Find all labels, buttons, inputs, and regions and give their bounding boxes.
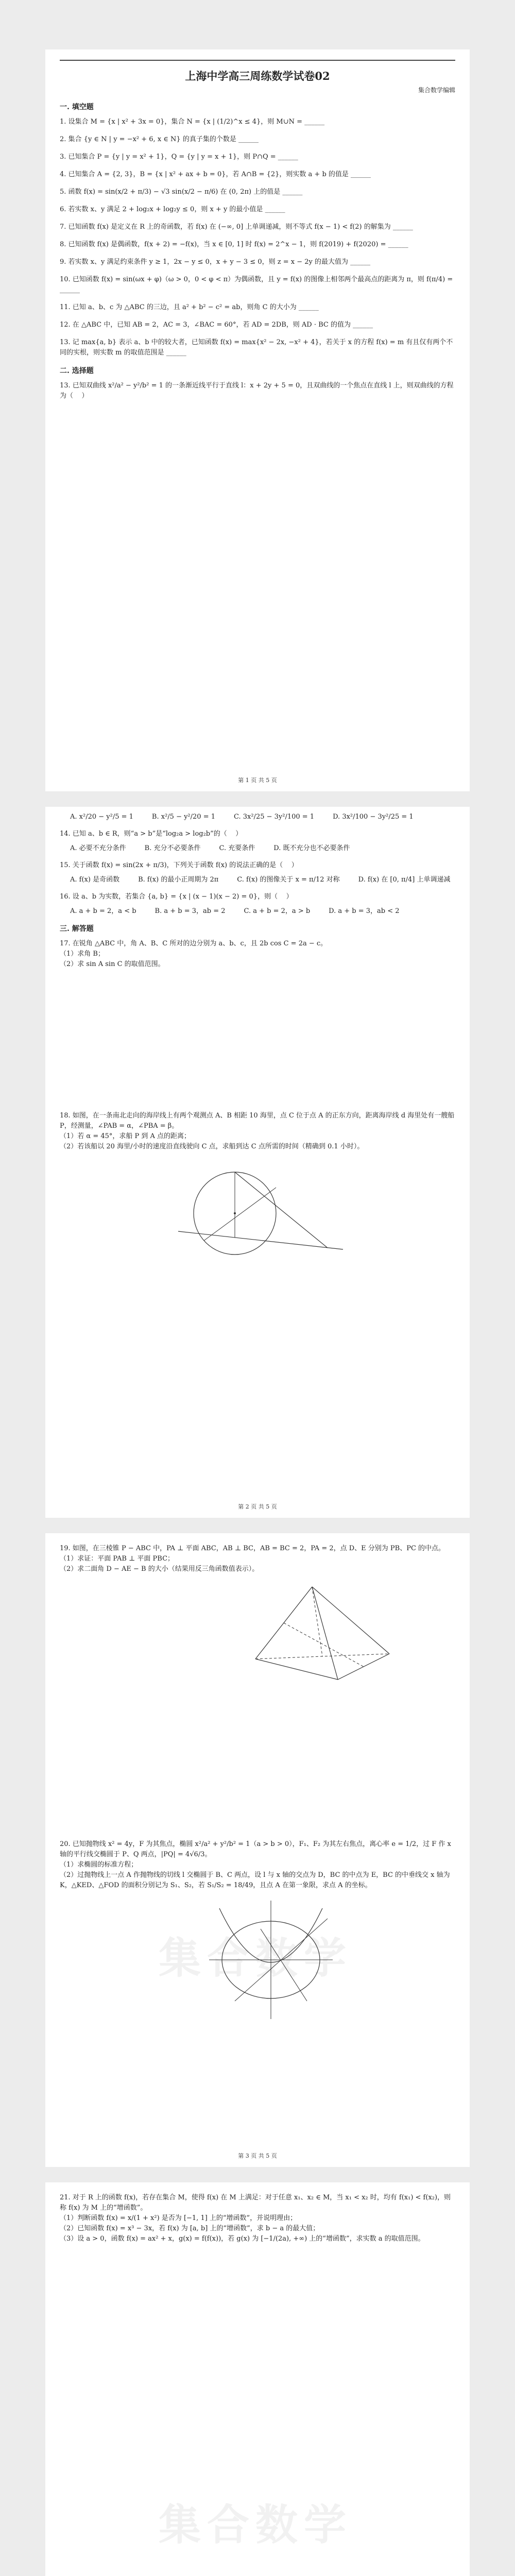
question-3: 3. 已知集合 P = {y | y = x² + 1}，Q = {y | y = x + 1}，则 P∩Q = ______: [60, 153, 298, 161]
option-c: C. a + b = 2，a > b: [244, 907, 311, 915]
question-5: 5. 函数 f(x) = sin(x/2 + π/3) − √3 sin(x/2 − π/6) 在 (0, 2π) 上的值是 ______: [60, 188, 303, 196]
question-12: 12. 在 △ABC 中，已知 AB = 2，AC = 3，∠BAC = 60°，若 AD = 2DB，则 AD · BC 的值为 ______: [60, 321, 373, 329]
question-9: 9. 若实数 x、y 满足约束条件 y ≥ 1，2x − y ≤ 0，x + y − 3 ≤ 0，则 z = x − 2y 的最大值为 ______: [60, 258, 371, 266]
exam-page-2: [45, 807, 470, 1518]
question-11: 11. 已知 a、b、c 为 △ABC 的三边，且 a² + b² − c² = ab，则角 C 的大小为 ______: [60, 303, 319, 311]
option-c: C. 3x²/25 − 3y²/100 = 1: [234, 813, 315, 821]
exam-author: 集合数学编辑: [418, 87, 455, 94]
option-b: B. f(x) 的最小正周期为 2π: [138, 876, 219, 884]
question-18: 17. 在锐角 △ABC 中，角 A、B、C 所对的边分别为 a、b、c，且 2b cos C = 2a − c。 （1）求角 B； （2）求 sin A sin C 的取值范围。: [60, 940, 328, 968]
page-number: 第 3 页 共 5 页: [238, 2153, 277, 2159]
exam-page-4: [45, 2182, 470, 2576]
section-choice: 二. 选择题: [60, 367, 94, 375]
option-a: A. x²/20 − y²/5 = 1: [70, 813, 133, 821]
section-fill-in: 一. 填空题: [60, 103, 94, 111]
question-17: 16. 设 a、b 为实数，若集合 {a, b} = {x | (x − 1)(x − 2) = 0}，则（ ）: [60, 893, 293, 901]
question-14: 13. 已知双曲线 x²/a² − y²/b² = 1 的一条渐近线平行于直线 l：x + 2y + 5 = 0，且双曲线的一个焦点在直线 l 上，则双曲线的方程为（ ）: [60, 382, 454, 400]
exam-page-3: [45, 1533, 470, 2167]
ellipse-figure: [204, 1898, 338, 2022]
option-c: C. f(x) 的图像关于 x = π/12 对称: [237, 876, 340, 884]
option-a: A. f(x) 是奇函数: [70, 876, 120, 884]
circle-figure: [173, 1159, 348, 1267]
options-row: [70, 905, 455, 915]
option-c: C. 充要条件: [219, 844, 255, 852]
answer-space: [60, 977, 455, 1111]
option-b: B. 充分不必要条件: [144, 844, 201, 852]
question-19: 18. 如图，在一条南北走向的海岸线上有两个观测点 A、B 相距 10 海里，点 C 位于点 A 的正东方向，距离海岸线 d 海里处有一艘船 P，经测量，∠PAB = α，∠PBA = β。 （1）若 α = 45°，求船 P 到 A 点的距离； （2）若该船以 20 海里/小时的速度沿直线驶向 C 点，求船到达 C 点所需的时间（精确到 0.1 小时）。: [60, 1112, 455, 1150]
option-a: A. a + b = 2，a < b: [70, 907, 136, 915]
question-20: 19. 如图，在三棱锥 P − ABC 中，PA ⊥ 平面 ABC，AB ⊥ BC，AB = BC = 2，PA = 2，点 D、E 分别为 PB、PC 的中点。 （1）求证：平面 PAB ⊥ 平面 PBC； （2）求二面角 D − AE − B 的大小（结果用反三角函数值表示）。: [60, 1545, 445, 1573]
section-solutions: 三. 解答题: [60, 925, 94, 933]
option-d: D. 3x²/100 − 3y²/25 = 1: [333, 813, 414, 821]
option-b: B. a + b = 3，ab = 2: [154, 907, 226, 915]
question-21: 20. 已知抛物线 x² = 4y，F 为其焦点，椭圆 x²/a² + y²/b² = 1（a > b > 0），F₁、F₂ 为其左右焦点，离心率 e = 1/2，过 F 作 x 轴的平行线交椭圆于 P、Q 两点，|PQ| = 4√6/3。 （1）求椭圆的标准方程； （2）过抛物线上一点 A 作抛物线的切线 l 交椭圆于 B、C 两点，设 l 与 x 轴的交点为 D，BC 的中点为 E，BC 的中垂线交 x 轴为 K，△KED、△FOD 的面积分别记为 S₁、S₂，若 S₁/S₂ = 18/49，且点 A 在第一象限，求点 A 的坐标。: [60, 1840, 451, 1889]
pyramid-figure: [245, 1582, 400, 1685]
exam-title: 上海中学高三周练数学试卷02: [185, 70, 330, 82]
option-a: A. 必要不充分条件: [70, 844, 126, 852]
options-row: [70, 842, 455, 852]
question-15: 14. 已知 a、b ∈ R，则“a > b”是“log₂a > log₂b”的（ ）: [60, 830, 243, 838]
option-d: D. 既不充分也不必要条件: [273, 844, 350, 852]
question-6: 6. 若实数 x、y 满足 2 + log₂x + log₂y ≤ 0，则 x + y 的最小值是 ______: [60, 206, 285, 213]
question-2: 2. 集合 {y ∈ N | y = −x² + 6, x ∈ N} 的真子集的个数是 ______: [60, 135, 259, 143]
header-rule: [60, 60, 455, 61]
option-d: D. a + b = 3，ab < 2: [329, 907, 400, 915]
watermark: 集合数学: [159, 1934, 353, 1983]
watermark: 集合数学: [159, 2500, 353, 2550]
option-b: B. x²/5 − y²/20 = 1: [151, 813, 215, 821]
question-1: 1. 设集合 M = {x | x² + 3x = 0}，集合 N = {x | (1/2)^x ≤ 4}，则 M∪N = ______: [60, 118, 325, 126]
page-number: 第 1 页 共 5 页: [238, 777, 277, 784]
question-22: 21. 对于 R 上的函数 f(x)，若存在集合 M，使得 f(x) 在 M 上满足：对于任意 x₁、x₂ ∈ M，当 x₁ < x₂ 时，均有 f(x₁) < f(x₂)，则称 f(x) 为 M 上的“增函数”。 （1）判断函数 f(x) = x/(1 + x²) 是否为 [−1, 1] 上的“增函数”，并说明理由； （2）已知函数 f(x) = x³ − 3x，若 f(x) 为 [a, b] 上的“增函数”，求 b − a 的最大值； （3）设 a > 0，函数 f(x) = ax² + x，g(x) = f(f(x))，若 g(x) 为 [−1/(2a), +∞) 上的“增函数”，求实数 a 的取值范围。: [60, 2194, 451, 2243]
question-13: 13. 记 max{a, b} 表示 a、b 中的较大者，已知函数 f(x) = max{x² − 2x, −x² + 4}，若关于 x 的方程 f(x) = m 有且仅有两个不同的实根，则实数 m 的取值范围是 ______: [60, 338, 453, 357]
exam-page-1: [45, 49, 470, 791]
question-7: 7. 已知函数 f(x) 是定义在 R 上的奇函数，若 f(x) 在 (−∞, 0] 上单调递减，则不等式 f(x − 1) < f(2) 的解集为 ______: [60, 223, 413, 231]
question-10: 10. 已知函数 f(x) = sin(ωx + φ)（ω > 0，0 < φ < π）为偶函数，且 y = f(x) 的图像上相邻两个最高点的距离为 π，则 f(π/4) = ______: [60, 276, 455, 294]
options-row: [70, 874, 455, 884]
page-number: 第 2 页 共 5 页: [238, 1503, 277, 1510]
option-d: D. f(x) 在 [0, π/4] 上单调递减: [358, 876, 451, 884]
options-row: [70, 813, 455, 821]
question-8: 8. 已知函数 f(x) 是偶函数，f(x + 2) = −f(x)，当 x ∈ [0, 1] 时 f(x) = 2^x − 1，则 f(2019) + f(2020) = ______: [60, 241, 408, 248]
question-4: 4. 已知集合 A = {2, 3}，B = {x | x² + ax + b = 0}，若 A∩B = {2}，则实数 a + b 的值是 ______: [60, 171, 371, 178]
question-16: 15. 关于函数 f(x) = sin(2x + π/3)，下列关于函数 f(x) 的说法正确的是（ ）: [60, 861, 298, 869]
